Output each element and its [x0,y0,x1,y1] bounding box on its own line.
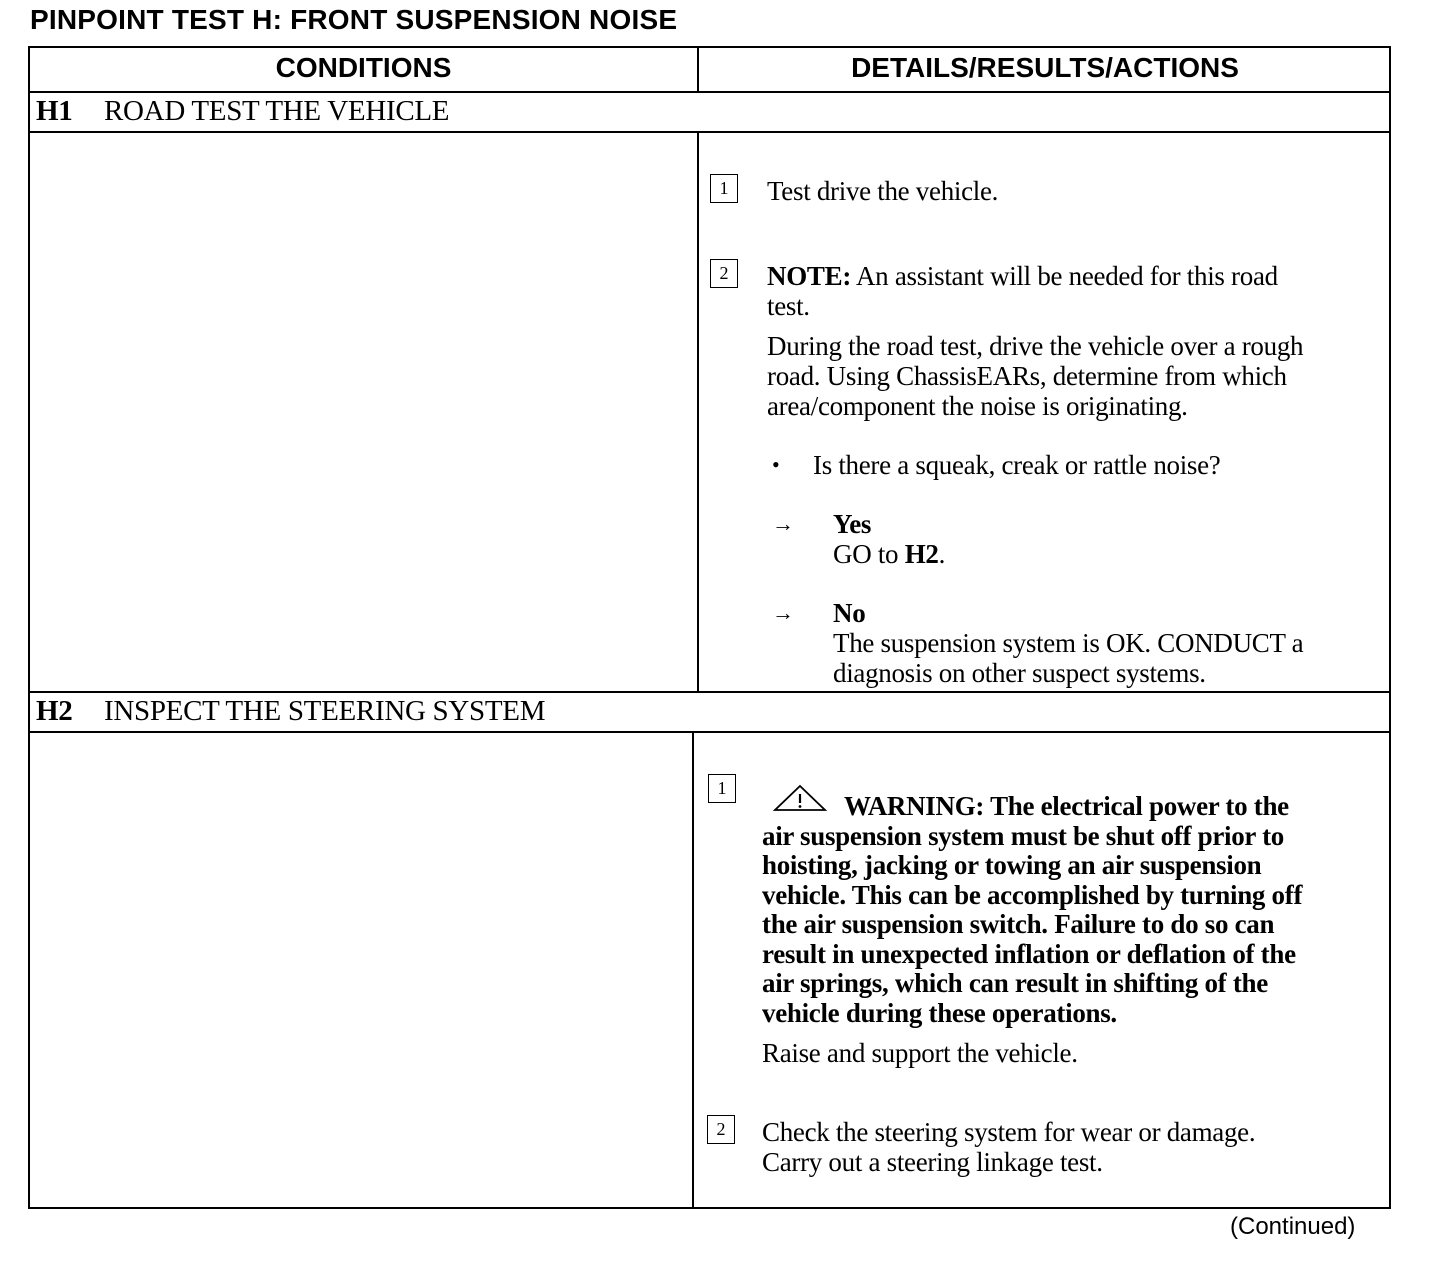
h2-step1-number: 1 [708,774,736,803]
warning-line-8: vehicle during these operations. [762,998,1117,1028]
h1-step2-para-line3: area/component the noise is originating. [767,391,1188,421]
section-h1-id: H1 [36,95,73,127]
yes-goto-text: GO to [833,539,899,569]
note-text: An assistant will be needed for this road [855,261,1278,291]
yes-arrow: → [772,511,794,536]
continued-note: (Continued) [1230,1213,1356,1240]
section-h2-title: INSPECT THE STEERING SYSTEM [104,695,546,727]
h1-step2-number: 2 [710,259,738,288]
h1-step2-para-line2: road. Using ChassisEARs, determine from which [767,361,1287,391]
details-column-header: DETAILS/RESULTS/ACTIONS [851,52,1239,83]
h2-step2-line2: Carry out a steering linkage test. [762,1147,1103,1177]
section-h1-title: ROAD TEST THE VEHICLE [104,95,450,127]
warning-line-7: air springs, which can result in shifting of the [762,968,1268,998]
section-h2-id: H2 [36,695,73,727]
h1-heading-rule [30,131,1389,133]
h1-step2-note-line2: test. [767,291,810,321]
h1-end-rule [30,691,1389,693]
yes-label: Yes [833,509,872,539]
warning-line-2: air suspension system must be shut off prior to [762,821,1284,851]
yes-action [833,539,945,569]
header-rule [30,91,1389,93]
h1-step1-text: Test drive the vehicle. [767,176,999,206]
question-bullet: • [772,452,780,477]
note-label: NOTE: [767,261,852,291]
section-h2-heading [36,695,545,728]
h2-step1-after: Raise and support the vehicle. [762,1038,1078,1068]
yes-goto-target: H2 [904,539,939,569]
h2-step2-number: 2 [707,1115,735,1144]
column-divider-h1 [697,132,699,692]
h2-heading-rule [30,731,1389,733]
h2-step2-line1: Check the steering system for wear or damage. [762,1117,1256,1147]
h1-step2-para-line1: During the road test, drive the vehicle over a rough [767,331,1304,361]
page-title: PINPOINT TEST H: FRONT SUSPENSION NOISE [30,4,678,35]
warning-line-3: hoisting, jacking or towing an air suspension [762,850,1262,880]
warning-line-5: the air suspension switch. Failure to do so can [762,909,1275,939]
warning-line-6: result in unexpected inflation or deflation of the [762,939,1296,969]
h1-step1-number: 1 [710,174,738,203]
column-divider-h2 [692,732,694,1209]
no-action-line1: The suspension system is OK. CONDUCT a [833,628,1304,658]
yes-goto-period: . [938,539,946,569]
warning-triangle-icon [772,783,828,813]
h1-step2-note-line1 [767,261,1278,291]
no-action-line2: diagnosis on other suspect systems. [833,658,1206,688]
no-label: No [833,598,866,628]
no-arrow: → [772,600,794,625]
warning-line-1: WARNING: The electrical power to the [844,791,1289,821]
pinpoint-table [28,46,1391,1209]
warning-line-4: vehicle. This can be accomplished by turning off [762,880,1303,910]
h1-question: Is there a squeak, creak or rattle noise? [813,450,1221,480]
conditions-column-header: CONDITIONS [275,52,452,83]
section-h1-heading [36,95,449,128]
